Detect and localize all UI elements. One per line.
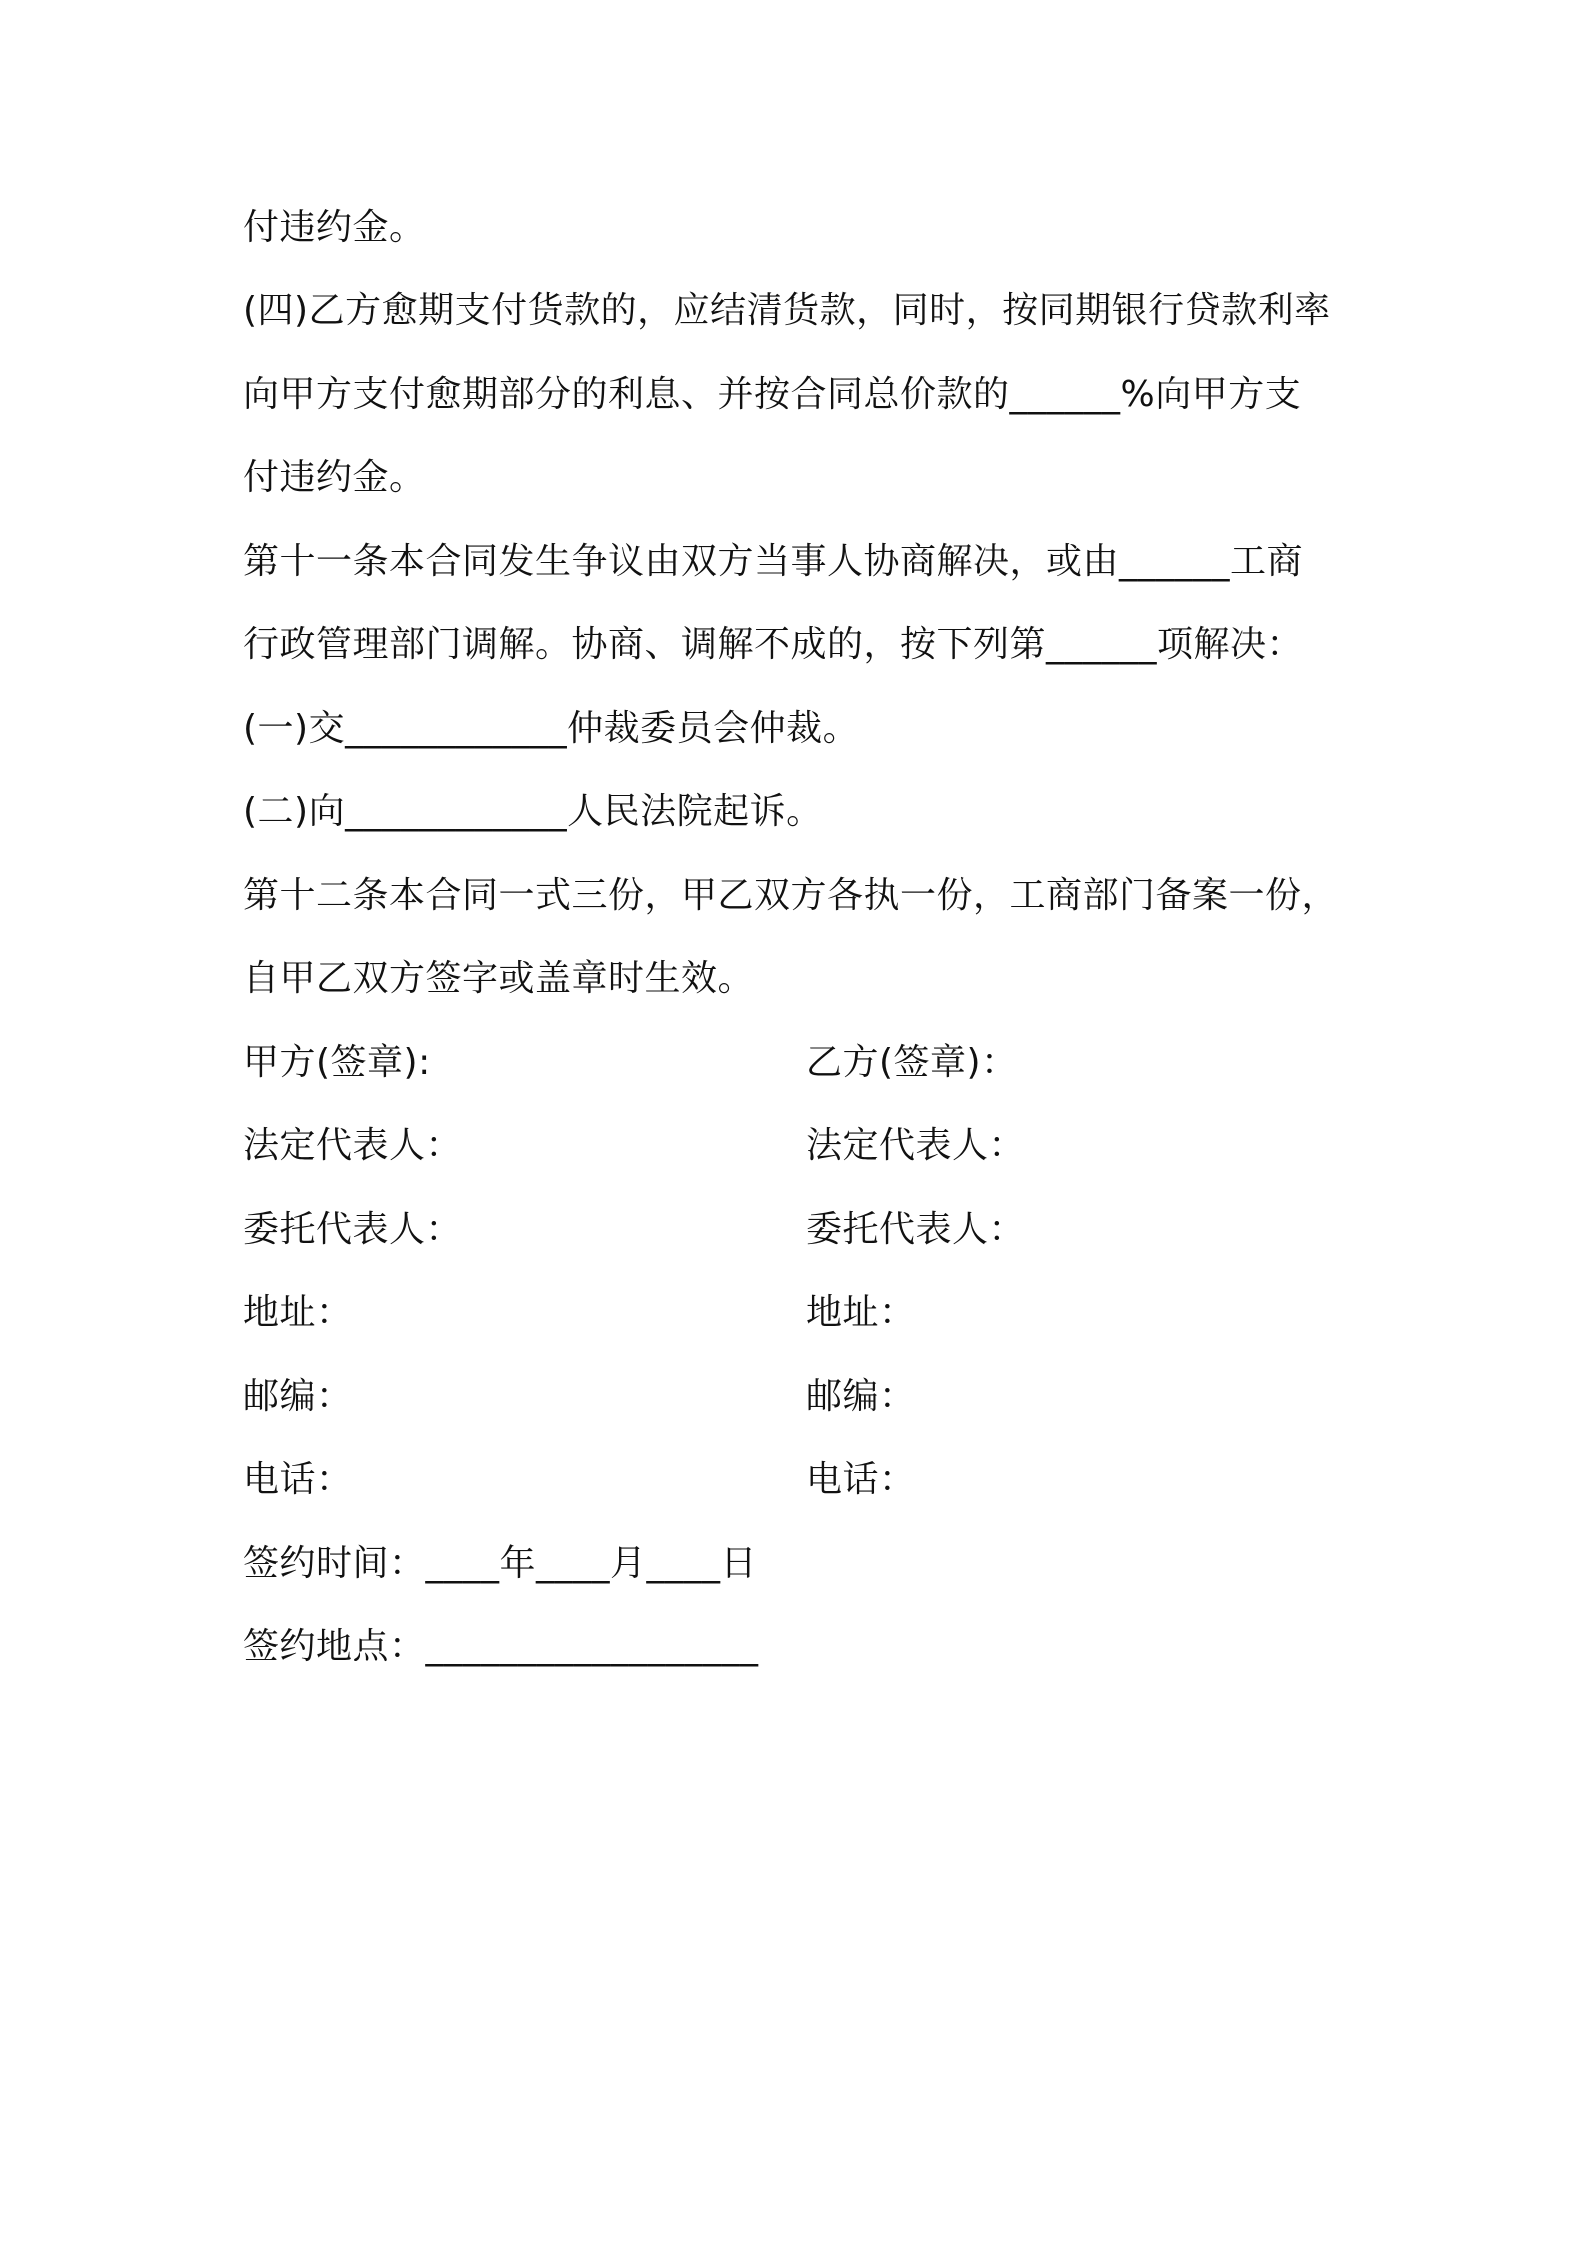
paragraph-line: 第十二条本合同一式三份，甲乙双方各执一份，工商部门备案一份，: [243, 875, 1339, 916]
sign-date: 签约时间：____年____月____日: [243, 1543, 758, 1584]
party-a-address: 地址：: [243, 1292, 353, 1333]
party-b-address: 地址：: [806, 1292, 916, 1333]
party-a-seal: 甲方(签章):: [243, 1042, 431, 1083]
paragraph-line: (一)交____________仲裁委员会仲裁。: [243, 708, 860, 749]
party-b-postcode: 邮编：: [806, 1376, 916, 1417]
party-a-phone: 电话：: [243, 1459, 353, 1500]
party-b-legal-rep: 法定代表人：: [806, 1125, 1026, 1166]
party-b-phone: 电话：: [806, 1459, 916, 1500]
paragraph-line: (二)向____________人民法院起诉。: [243, 791, 823, 832]
party-a-legal-rep: 法定代表人：: [243, 1125, 463, 1166]
paragraph-line: 向甲方支付愈期部分的利息、并按合同总价款的______%向甲方支: [243, 374, 1302, 415]
party-a-agent: 委托代表人：: [243, 1209, 463, 1250]
party-a-postcode: 邮编：: [243, 1376, 353, 1417]
sign-place: 签约地点：__________________: [243, 1626, 759, 1667]
paragraph-line: 付违约金。: [243, 457, 426, 498]
party-b-seal: 乙方(签章)：: [806, 1042, 1018, 1083]
party-b-agent: 委托代表人：: [806, 1209, 1026, 1250]
paragraph-line: (四)乙方愈期支付货款的，应结清货款，同时，按同期银行贷款利率: [243, 290, 1331, 331]
paragraph-line: 付违约金。: [243, 207, 426, 248]
paragraph-line: 第十一条本合同发生争议由双方当事人协商解决，或由______工商: [243, 541, 1304, 582]
paragraph-line: 自甲乙双方签字或盖章时生效。: [243, 958, 755, 999]
paragraph-line: 行政管理部门调解。协商、调解不成的，按下列第______项解决：: [243, 624, 1304, 665]
